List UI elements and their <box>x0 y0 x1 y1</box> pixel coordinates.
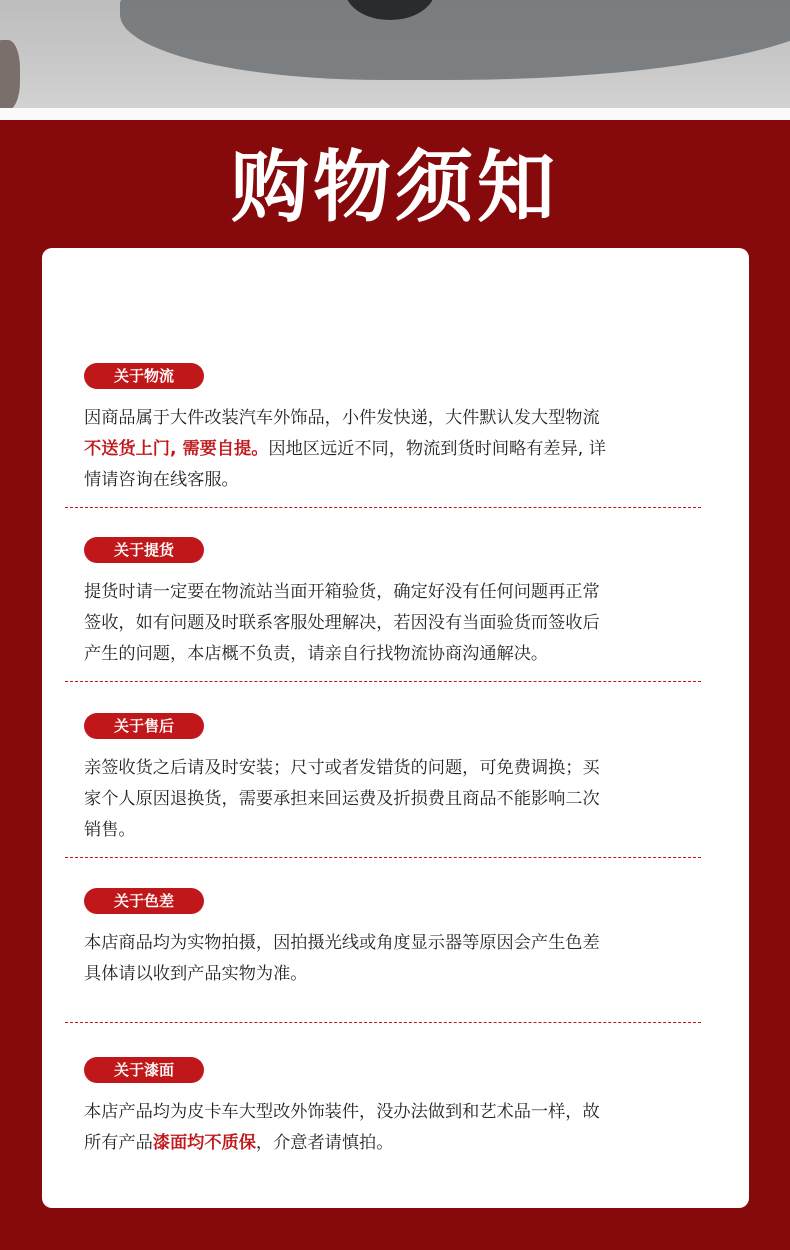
text-segment: 因地区远近不同，物流到货时间略有差异, 详 <box>268 439 606 459</box>
divider-band <box>0 108 790 120</box>
text-segment: 提货时请一定要在物流站当面开箱验货，确定好没有任何问题再正常 <box>84 582 600 602</box>
section-badge: 关于提货 <box>84 537 204 563</box>
text-segment: 具体请以收到产品实物为准。 <box>84 964 308 984</box>
notice-card <box>42 248 749 1208</box>
text-segment: 本店商品均为实物拍摄，因拍摄光线或角度显示器等原因会产生色差 <box>84 933 600 953</box>
section-text <box>84 577 704 670</box>
notice-section <box>84 363 704 496</box>
text-segment: 所有产品 <box>84 1133 153 1153</box>
section-divider <box>65 1022 701 1023</box>
text-segment: 因商品属于大件改装汽车外饰品，小件发快递，大件默认发大型物流 <box>84 408 600 428</box>
text-segment: 情请咨询在线客服。 <box>84 470 239 490</box>
text-line <box>84 1128 704 1159</box>
section-text <box>84 928 704 990</box>
text-line <box>84 465 704 496</box>
notice-section <box>84 888 704 990</box>
text-line <box>84 608 704 639</box>
text-line <box>84 639 704 670</box>
section-text <box>84 403 704 496</box>
page-title: 购物须知 <box>230 143 559 233</box>
section-divider <box>65 857 701 858</box>
text-segment: 亲签收货之后请及时安装；尺寸或者发错货的问题，可免费调换；买 <box>84 758 600 778</box>
notice-section <box>84 713 704 846</box>
text-line <box>84 815 704 846</box>
section-badge: 关于物流 <box>84 363 204 389</box>
highlight-text: 漆面均不质保 <box>152 1133 256 1153</box>
text-segment: 本店产品均为皮卡车大型改外饰装件，没办法做到和艺术品一样，故 <box>84 1102 600 1122</box>
text-line <box>84 959 704 990</box>
section-badge: 关于色差 <box>84 888 204 914</box>
text-line <box>84 1097 704 1128</box>
text-segment: ，介意者请慎拍。 <box>255 1133 394 1153</box>
photo-edge-shadow <box>0 40 20 108</box>
section-divider <box>65 507 701 508</box>
section-divider <box>65 681 701 682</box>
text-line <box>84 577 704 608</box>
text-segment: 产生的问题，本店概不负责，请亲自行找物流协商沟通解决。 <box>84 644 549 664</box>
section-badge: 关于漆面 <box>84 1057 204 1083</box>
notice-section <box>84 537 704 670</box>
highlight-text: 不送货上门, 需要自提。 <box>84 439 269 459</box>
text-line <box>84 434 704 465</box>
text-line <box>84 753 704 784</box>
text-line <box>84 784 704 815</box>
product-photo <box>0 0 790 108</box>
text-segment: 家个人原因退换货，需要承担来回运费及折损费且商品不能影响二次 <box>84 789 600 809</box>
section-text <box>84 1097 704 1159</box>
car-shadow <box>120 0 790 80</box>
section-text <box>84 753 704 846</box>
text-line <box>84 403 704 434</box>
notice-section <box>84 1057 704 1159</box>
text-segment: 签收，如有问题及时联系客服处理解决，若因没有当面验货而签收后 <box>84 613 600 633</box>
section-badge: 关于售后 <box>84 713 204 739</box>
text-line <box>84 928 704 959</box>
text-segment: 销售。 <box>84 820 136 840</box>
